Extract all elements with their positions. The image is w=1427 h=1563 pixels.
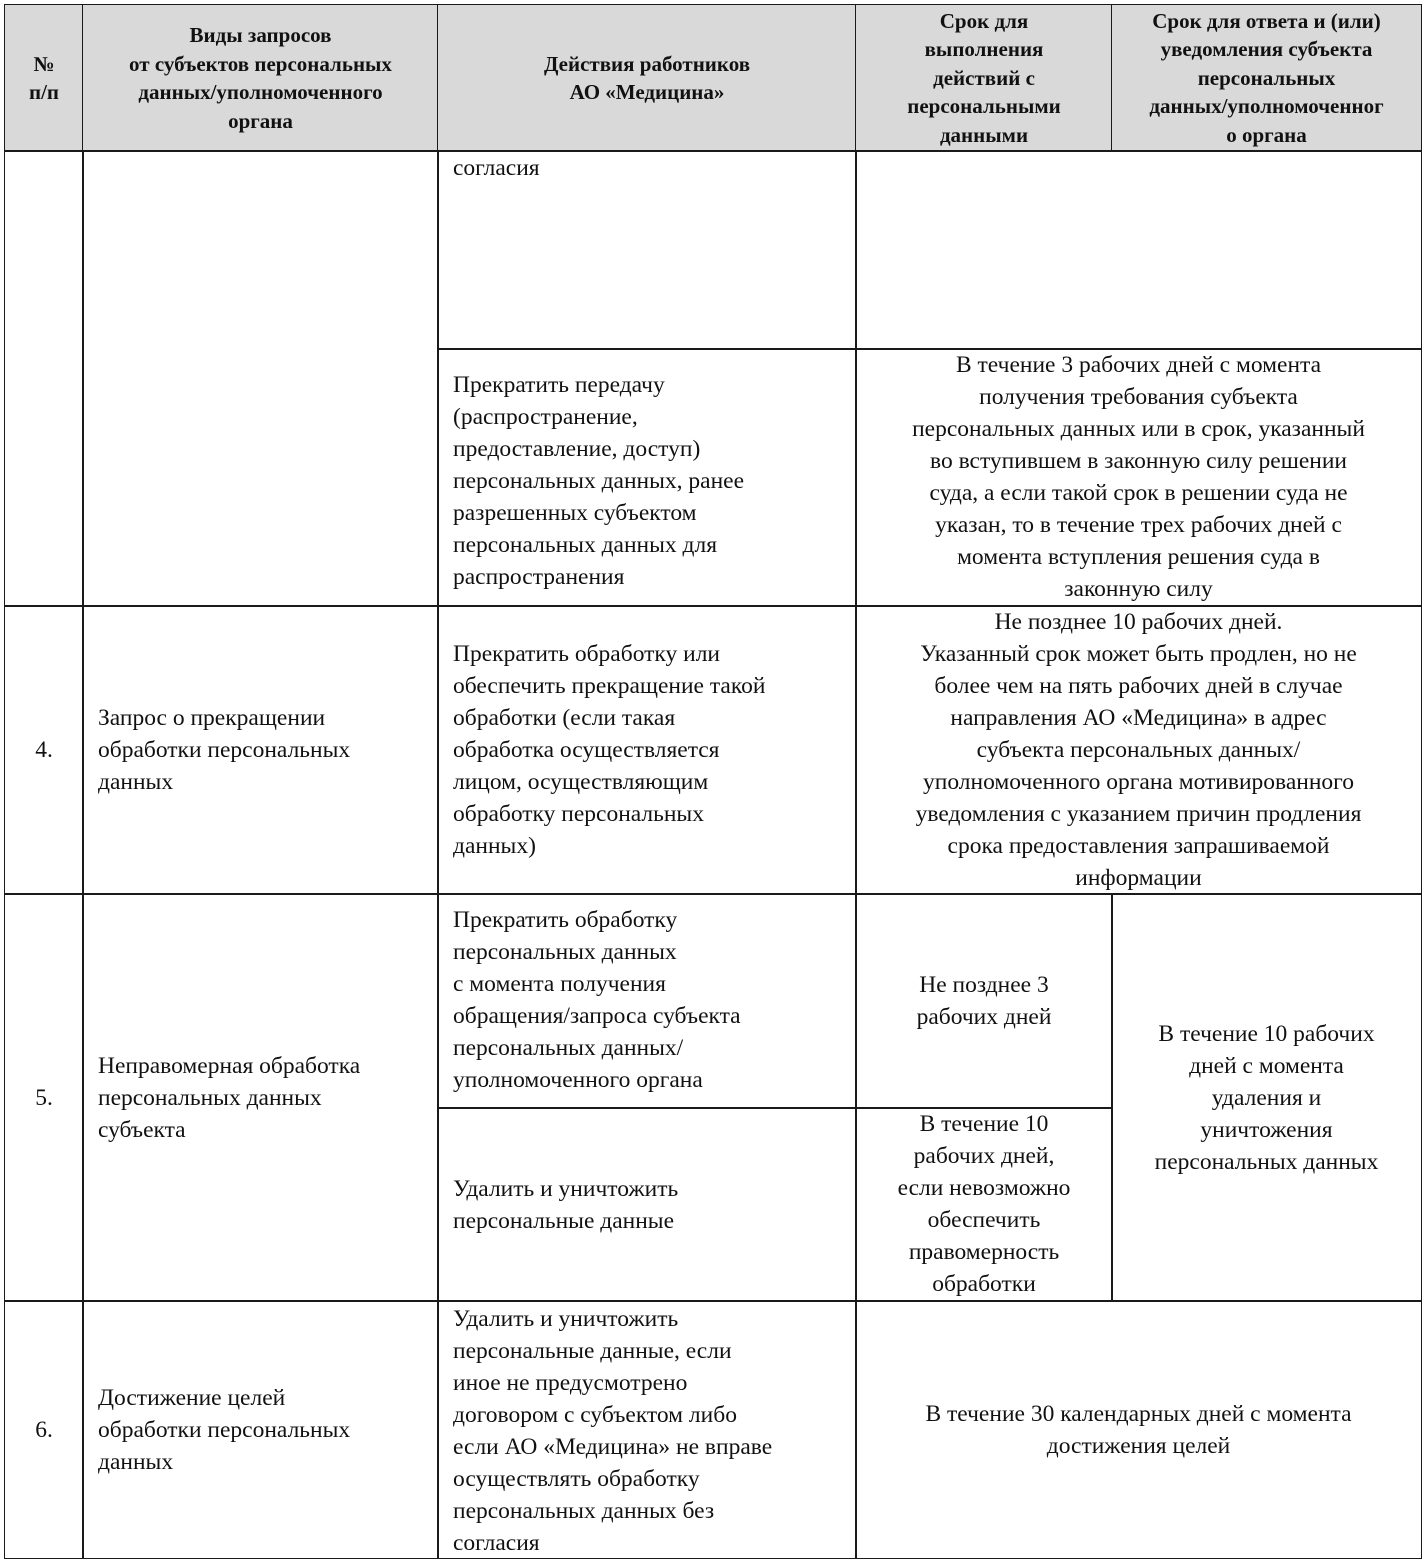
header-actions-text: Действия работников АО «Медицина» — [543, 51, 751, 104]
action-text: Прекратить передачу (распространение, предоставление, доступ) персональных данных, ранее разрешенных субъектом персональных данных для распространения — [453, 371, 745, 590]
row-4-request-type: Запрос о прекращении обработки персональных данных — [82, 605, 439, 895]
row-6-action: Удалить и уничтожить персональные данные, если иное не предусмотрено договором с субъектом либо если АО «Медицина» не вправе осуществлять обработку персональных данных без согласия — [437, 1300, 857, 1559]
row-5-request-type: Неправомерная обработка персональных данных субъекта — [82, 893, 439, 1302]
row-continuation-deadlines-1 — [855, 150, 1422, 350]
row-5-action-2: Удалить и уничтожить персональные данные — [437, 1107, 857, 1302]
header-response-deadline-text: Срок для ответа и (или) уведомления субъекта персональных данных/уполномоченног о органа — [1149, 8, 1384, 147]
row-5-action-2-deadline: В течение 10 рабочих дней, если невозможно обеспечить правомерность обработки — [855, 1107, 1113, 1302]
row-4-number: 4. — [4, 605, 84, 895]
row-4-action: Прекратить обработку или обеспечить прекращение такой обработки (если такая обработка осуществляется лицом, осуществляющим обработку персональных данных) — [437, 605, 857, 895]
row-4-deadline-merged: Не позднее 10 рабочих дней. Указанный срок может быть продлен, но не более чем на пять рабочих дней в случае направления АО «Медицина» в адрес субъекта персональных данных/ уполномоченного органа мотивированного уведомления с указанием причин продления срока предоставления запрашиваемой информации — [855, 605, 1422, 895]
row-6-deadline-merged: В течение 30 календарных дней с момента достижения целей — [855, 1300, 1422, 1559]
row-continuation-action-1 — [437, 150, 857, 350]
row-5-action-1-deadline: Не позднее 3 рабочих дней — [855, 893, 1113, 1109]
header-cell-response-deadline — [1111, 4, 1422, 152]
row-continuation-action-2 — [437, 348, 857, 607]
header-cell-actions — [437, 4, 857, 152]
row-continuation-deadline-merged — [855, 348, 1422, 607]
row-5-number: 5. — [4, 893, 84, 1302]
header-request-types-text: Виды запросов от субъектов персональных данных/уполномоченного органа — [129, 23, 392, 133]
row-5-response-deadline: В течение 10 рабочих дней с момента удаления и уничтожения персональных данных — [1111, 893, 1422, 1302]
row-5-action-1: Прекратить обработку персональных данных с момента получения обращения/запроса субъекта персональных данных/ уполномоченного органа — [437, 893, 857, 1109]
row-6-request-type: Достижение целей обработки персональных данных — [82, 1300, 439, 1559]
row-6-number: 6. — [4, 1300, 84, 1559]
header-cell-request-types — [82, 4, 439, 152]
header-action-deadline-text: Срок для выполнения действий с персональными данными — [907, 8, 1061, 147]
row-continuation-number — [4, 150, 84, 607]
header-cell-action-deadline — [855, 4, 1113, 152]
header-cell-number — [4, 4, 84, 152]
deadline-text: В течение 3 рабочих дней с момента получения требования субъекта персональных данных или в срок, указанный во вступившем в законную силу решении суда, а если такой срок в решении суда не указан, то в течение трех рабочих дней с момента вступления решения суда в законную силу — [912, 352, 1365, 602]
header-number-text: № п/п — [28, 51, 60, 104]
row-continuation-request-type — [82, 150, 439, 607]
action-text: согласия — [453, 155, 540, 181]
